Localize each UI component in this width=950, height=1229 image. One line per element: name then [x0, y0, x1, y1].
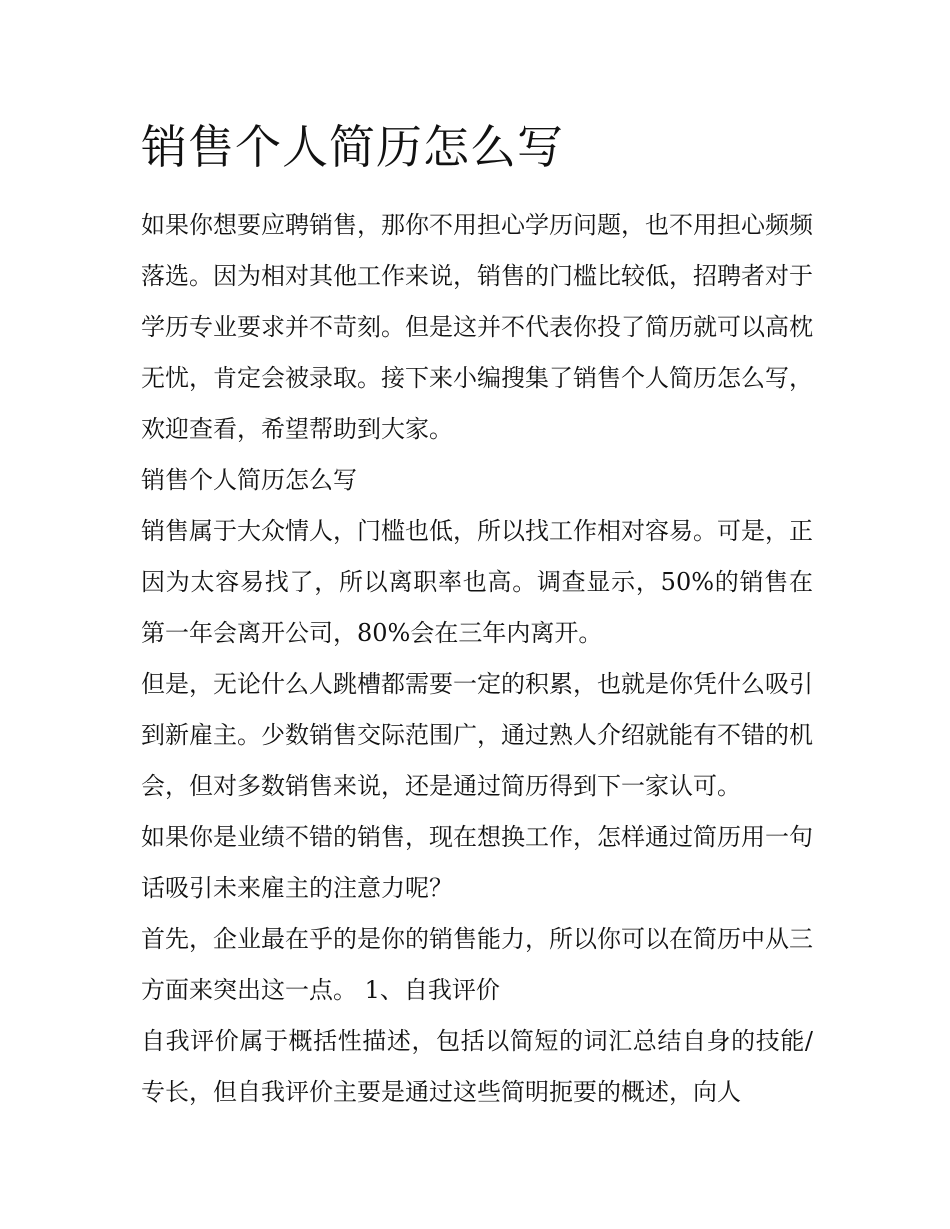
paragraph-intro: 如果你想要应聘销售，那你不用担心学历问题，也不用担心频频落选。因为相对其他工作来说，销售的门槛比较低，招聘者对于学历专业要求并不苛刻。但是这并不代表你投了简历就可以高枕无忧，肯定会被录取。接下来小编搜集了销售个人简历怎么写，欢迎查看，希望帮助到大家。: [141, 211, 813, 443]
paragraph-question: 如果你是业绩不错的销售，现在想换工作，怎样通过简历用一句话吸引未来雇主的注意力呢？: [141, 823, 813, 902]
paragraph-ability: 首先，企业最在乎的是你的销售能力，所以你可以在简历中从三方面来突出这一点。 1、自我评价: [141, 925, 813, 1004]
paragraph-job-change: 但是，无论什么人跳槽都需要一定的积累，也就是你凭什么吸引到新雇主。少数销售交际范围广，通过熟人介绍就能有不错的机会，但对多数销售来说，还是通过简历得到下一家认可。: [141, 670, 813, 800]
paragraph-self-evaluation: 自我评价属于概括性描述，包括以简短的词汇总结自身的技能/专长，但自我评价主要是通过这些简明扼要的概述，向人: [141, 1027, 813, 1106]
document-page: [141, 112, 813, 1118]
document-title: 销售个人简历怎么写: [141, 120, 564, 174]
paragraph-turnover: 销售属于大众情人，门槛也低，所以找工作相对容易。可是，正因为太容易找了，所以离职率也高。调查显示，50%的销售在第一年会离开公司，80%会在三年内离开。: [141, 517, 813, 647]
paragraph-subheading: 销售个人简历怎么写: [141, 466, 357, 494]
